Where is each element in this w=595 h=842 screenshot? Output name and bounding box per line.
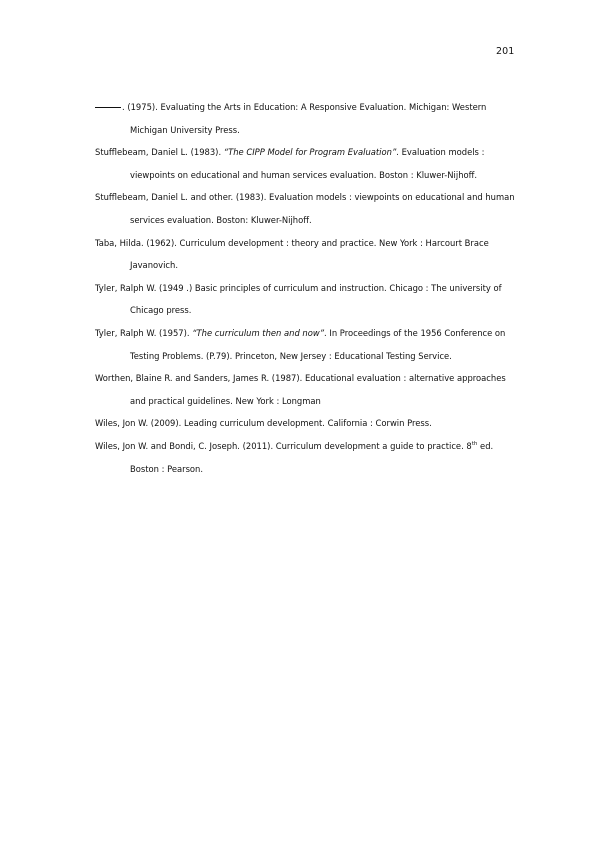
- reference-entry: [95, 141, 515, 186]
- reference-entry: [95, 412, 515, 435]
- reference-text: (1983).: [187, 147, 224, 158]
- reference-text: (1962). Curriculum development : theory and practice. New York : Harcourt Brace Javanovich.: [130, 237, 489, 271]
- reference-entry: [95, 322, 515, 367]
- reference-text: (2009). Leading curriculum development. California : Corwin Press.: [148, 418, 432, 429]
- reference-entry: [95, 232, 515, 277]
- reference-author: Stufflebeam, Daniel L.: [95, 147, 188, 158]
- reference-author: Tyler, Ralph W.: [95, 282, 157, 293]
- reference-author: Taba, Hilda.: [95, 237, 144, 248]
- reference-author: Wiles, Jon W.: [95, 418, 149, 429]
- reference-text: (1987). Educational evaluation : alternative approaches and practical guidelines. New York : Longman: [130, 373, 506, 406]
- reference-text: ed. Boston : Pearson.: [130, 440, 494, 474]
- reference-author: Stufflebeam, Daniel L. and other.: [95, 192, 234, 203]
- reference-entry: [95, 96, 515, 141]
- reference-text: . In Proceedings of the 1956 Conference on Testing Problems. (P.79). Princeton, New Jersey : Educational Testing Service.: [130, 327, 506, 361]
- reference-author: Wiles, Jon W. and Bondi, C. Joseph.: [95, 440, 240, 451]
- author-placeholder-line: [95, 107, 121, 108]
- reference-entry: [95, 435, 515, 480]
- reference-entry: [95, 186, 515, 231]
- reference-text: (1957).: [156, 327, 193, 338]
- reference-text: (2011). Curriculum development a guide to practice. 8: [239, 440, 472, 451]
- reference-title: “The curriculum then and now”: [192, 327, 325, 338]
- page-number: 201: [496, 46, 515, 57]
- reference-text: . (1975). Evaluating the Arts in Education: A Responsive Evaluation. Michigan: Western Michigan University Press.: [122, 102, 487, 135]
- reference-superscript: th: [471, 440, 478, 447]
- reference-list: [95, 96, 515, 480]
- reference-entry: [95, 367, 515, 412]
- reference-text: (1949 .) Basic principles of curriculum and instruction. Chicago : The university of Chicago press.: [130, 282, 502, 316]
- reference-title: “The CIPP Model for Program Evaluation”: [223, 147, 397, 158]
- reference-entry: [95, 277, 515, 322]
- reference-author: Tyler, Ralph W.: [95, 327, 157, 338]
- reference-text: (1983). Evaluation models : viewpoints on educational and human services evaluation. Boston: Kluwer-Nijhoff.: [130, 192, 515, 225]
- reference-author: Worthen, Blaine R. and Sanders, James R.: [95, 373, 270, 384]
- reference-text: . Evaluation models : viewpoints on educational and human services evaluation. Boston : Kluwer-Nijhoff.: [130, 147, 485, 180]
